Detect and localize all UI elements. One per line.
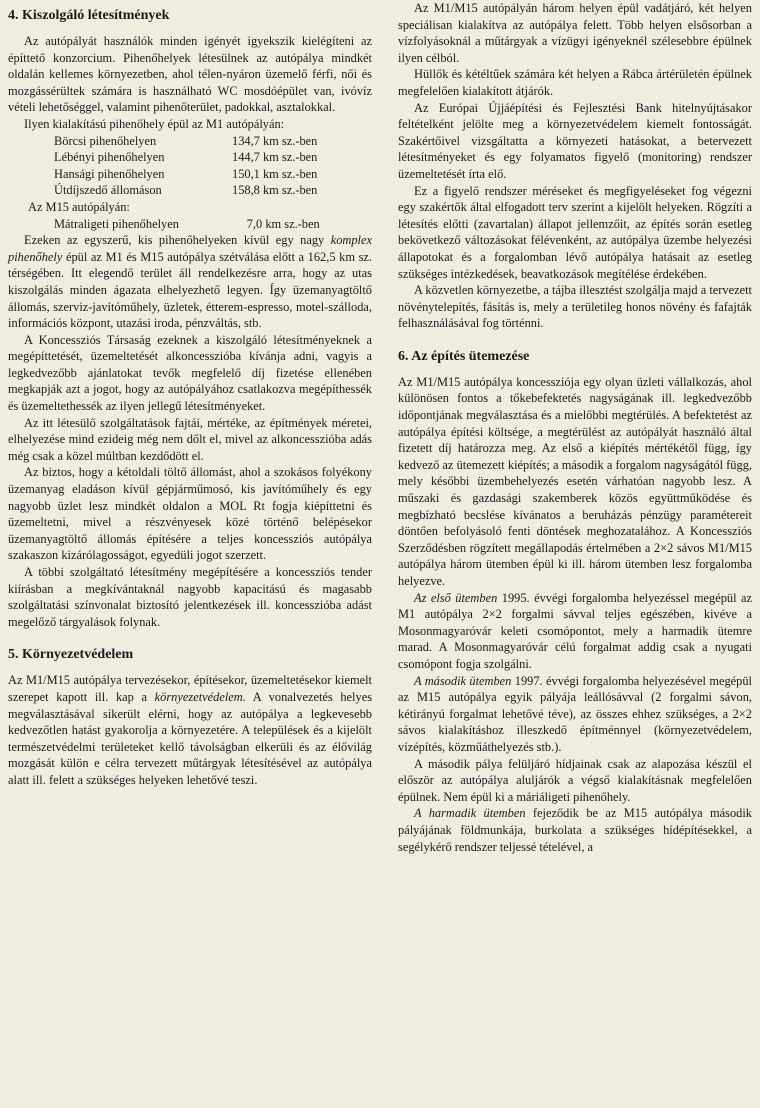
section-5-heading: 5. Környezetvédelem: [8, 647, 134, 663]
m1-rest-area-intro: Ilyen kialakítású pihenőhely épül az M1 autópályán:: [24, 116, 285, 131]
text-run: 1997. évvégi forgalomba helyezésével megépül az M15 autópálya egyik pályája leállósávval (2 forgalmi sávon, kétirányú forgalmat lehetővé téve), az összes ehhez szükséges, a 2×2 sávos kialakításhoz illeszkedő építménnyel (környezetvédelem, vízépítés, közműáthelyezés stb.).: [398, 673, 752, 754]
rest-area-list: [8, 116, 372, 232]
right-column: [398, 0, 752, 855]
right-paragraph-3: Az Európai Újjáépítési és Fejlesztési Bank hitelnyújtásakor feltételként jelölte meg a környezetvédelem kiemelt fontosságát. Szakértőivel vizsgáltatta a környezeti hatásokat, a betervezett létesítményeket és egy folyamatos figyelő (monitoring) rendszer üzemeltetését írta elő.: [398, 100, 752, 181]
rest-area-km: 7,0 km sz.-ben: [246, 216, 320, 231]
text-run: épül az M1 és M15 autópálya szétválása előtt a 162,5 km sz. térségében. Itt elegendő terület áll rendelkezésre arra, hogy az utas kiszolgálás minden ágazata elhelyezhető legyen. Így üzemanyagtöltő állomás, szerviz-javítóműhely, üzletek, étterem-espresso, motel-szálloda, információs központ, utazási iroda, pénzváltás, stb.: [8, 249, 372, 331]
section-6-paragraph-5: [398, 805, 752, 855]
section-4-paragraph-1: Az autópályát használók minden igényét igyekszik kielégíteni az építtető konzorcium. Pihenőhelyek létesülnek az autópálya mindkét oldalán kellemes környezetben, ahol télen-nyáron üzemelő férfi, női és mozgássérültek számára is használható WC mosdóépület van, ivóvíz vételi lehetőséggel, valamint pihenőterület, padokkal, asztalokkal.: [8, 34, 372, 115]
rest-area-km: 158,8 km sz.-ben: [232, 183, 318, 198]
text-run: A vonalvezetés helyes megválasztásával sikerült elérni, hogy az autópálya a legkevesebb kedvezőtlen hatást gyakorolja a környezetére. A települések és a kijelölt természetvédelmi területeket kellő távolságban elkerüli és az élővilág mozgását külön e célra tervezett műtárgyak létesítésével az autópálya alatt ill. felett a szükséges helyeken lehetővé teszi.: [8, 689, 373, 787]
rest-area-name: Mátraligeti pihenőhelyen: [54, 216, 179, 231]
rest-area-km: 150,1 km sz.-ben: [232, 166, 318, 181]
rest-area-km: 134,7 km sz.-ben: [232, 133, 318, 148]
left-column: [8, 0, 372, 789]
text-run: 1995. évvégi forgalomba helyezéssel megépül az M1 autópálya 2×2 forgalmi sávval teljes egészében, kivéve a Mosonmagyaróvár keleti csomópontot, mely a harmadik ütemre marad. A Mosonmagyaróvár célú forgalmat addig csak a nyugati csomópont fogja szolgálni.: [398, 590, 752, 671]
emphasis-text: A második ütemben: [414, 673, 512, 688]
text-run: Az M1/M15 autópálya tervezésekor, építésekor, üzemeltetésekor kiemelt szerepet kapott ill. kap a: [8, 673, 372, 704]
right-paragraph-5: A közvetlen környezetbe, a tájba illesztést szolgálja majd a tervezett növénytelepítés, fásítás is, mely a területileg honos növény és fafajták felhasználásával fog történni.: [398, 283, 752, 331]
rest-area-name: Börcsi pihenőhelyen: [54, 133, 157, 148]
right-paragraph-2: Hüllők és kétéltűek számára két helyen a Rábca ártérületén épülnek megfelelően kialakított átjárók.: [398, 67, 752, 98]
emphasis-text: komplex pihenőhely: [8, 233, 372, 264]
section-6-paragraph-4: A második pálya felüljáró hídjainak csak az alapozása készül el először az autópálya aluljárók a végső kialakításnak megfelelően épülnek. Nem épül ki a máriáligeti pihenőhely.: [398, 756, 752, 804]
rest-area-row: [8, 216, 372, 233]
section-5-paragraph-1: [8, 672, 372, 788]
right-paragraph-4: Ez a figyelő rendszer méréseket és megfigyeléseket fog végezni egy szakértők által elfogadott terv szerint a kijelölt helyeken. Rögzíti a létesítés előtti (zavartalan) állapot jellemzőit, az építés során esetleg bekövetkező változásokat félévenként, az autópálya üzembe helyezési állapotokat és a forgalomban lévő autópálya hatásait az esetleg szükséges intézkedések, beavatkozások megítélése érdekében.: [398, 183, 752, 281]
emphasis-text: Az első ütemben: [414, 590, 498, 605]
section-6-paragraph-3: [398, 673, 752, 756]
rest-area-km: 144,7 km sz.-ben: [232, 150, 318, 165]
rest-area-row: [8, 166, 372, 183]
section-4-heading: 4. Kiszolgáló létesítmények: [8, 8, 170, 23]
rest-area-name: Útdíjszedő állomáson: [54, 183, 162, 198]
right-paragraph-1: Az M1/M15 autópályán három helyen épül vadátjáró, két helyen speciálisan kialakítva az autópálya felett. Több helyen elsősorban a vízfolyásoknál a műtárgyak a vízügyi igényeknél szélesebbre épülnek ilyen célból.: [398, 1, 752, 65]
rest-area-row: [8, 149, 372, 166]
section-4-paragraph-2: [8, 232, 372, 332]
section-4-paragraph-3: A Koncessziós Társaság ezeknek a kiszolgáló létesítményeknek a megépíttetését, üzemeltetését alkoncesszióba kívánja adni, vagyis a legkedvezőbb ajánlatokat tevők megfelelő díj fizetése ellenében megkapják azt a jogot, hogy az autópályához csatlakozva megépíthessék és üzemeltethessék az ilyen jellegű létesítményeket.: [8, 332, 372, 414]
rest-area-row: [8, 182, 372, 199]
section-6-paragraph-1: Az M1/M15 autópálya koncessziója egy olyan üzleti vállalkozás, ahol különösen fontos a tőkebefektetés nagyságának ill. legkedvezőbb időpontjának megválasztása és a mielőbbi megtérülés. A befektetést az autópálya építési költsége, a megtérülést az autópályát használó által fizetett díj határozza meg. Az első a kiépítés mértékétől függ, így kedvező az ütemezett kiépítés; a második a forgalom nagyságától függ, mely későbbi üzembehelyezés esetén várhatóan nagyobb lesz. A műszaki és gazdasági szakemberek közös együttműködése és megbízható becslése kívánatos a beruházás pénzügy paramétereit döntően befolyásoló fenti döntések meghozatalához. A Koncessziós Szerződésben rögzített megállapodás értelmében a 2×2 sávos M1/M15 autópálya három ütemben épül ki ill. három ütemben lesz forgalomba helyezve.: [398, 374, 752, 588]
m15-rest-area-intro: Az M15 autópályán:: [28, 199, 130, 214]
section-6-heading: 6. Az építés ütemezése: [398, 348, 530, 364]
section-4-paragraph-4: Az itt létesülő szolgáltatások fajtái, mértéke, az építmények méretei, elhelyezése mind ezideig még nem dőlt el, mivel az alkoncesszióba adás még csak a közel múltban kezdődött el.: [8, 415, 372, 463]
section-4-paragraph-6: A többi szolgáltató létesítmény megépítésére a koncessziós tender kiírásban a megkívántaknál nagyobb kapacitású és magasabb szolgáltatási színvonalat biztosító jelentkezések ill. koncesszióba adást megelőző tárgyalások folynak.: [8, 565, 372, 629]
section-4-paragraph-5: Az biztos, hogy a kétoldali töltő állomást, ahol a szokásos folyékony üzemanyag eladáson kívül gépjárműmosó, kis javítóműhely és egy nagyobb üzlet lesz mindkét oldalon a MOL Rt fogja kiépíttetni és üzemeltetni, mivel a részvényesek közé történő belépésekor üzemanyagtöltő állomás építésére a teljes koncessziós autópálya szakaszon kizárólagosságot, egyedüli jogot szerzett.: [8, 465, 372, 563]
rest-area-name: Lébényi pihenőhelyen: [54, 150, 165, 165]
section-6-paragraph-2: [398, 590, 752, 673]
emphasis-text: A harmadik ütemben: [414, 806, 526, 821]
text-run: Ezeken az egyszerű, kis pihenőhelyeken kívül egy nagy: [24, 233, 331, 248]
text-run: fejeződik be az M15 autópálya második pályájának földmunkája, burkolata a szükséges hídépítésekkel, a segélykérő rendszer teljessé tételével, a: [398, 806, 753, 854]
emphasis-text: környezetvédelem.: [154, 689, 246, 704]
rest-area-name: Hansági pihenőhelyen: [54, 166, 165, 181]
rest-area-row: [8, 133, 372, 150]
